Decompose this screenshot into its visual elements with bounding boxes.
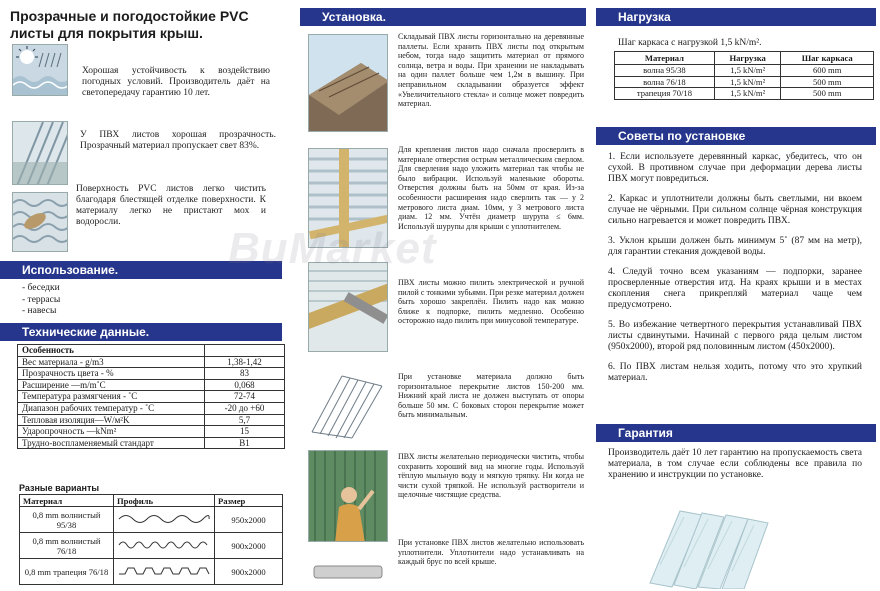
usage-list <box>22 283 60 318</box>
cleaning-worker-image <box>308 450 388 542</box>
table-header-row <box>615 52 874 65</box>
overlap-text: При установке материала должно быть горизонтальное перекрытие листов 150-200 мм. Нижний край листа не должен выступать от опоры больше 50 мм. С боковых сторон перекрытие может быть минимальным. <box>398 372 584 420</box>
table-cell: Ударопрочность —kNm² <box>18 426 205 438</box>
tip-item: 3. Уклон крыши должен быть минимум 5˚ (87 мм на метр), для гарантии стекания дождевой воды. <box>608 236 862 257</box>
table-cell: 0,8 mm волнистый 95/38 <box>20 507 114 533</box>
trapezoid-profile-icon <box>114 559 215 585</box>
sealant-text: При установке ПВХ листов желательно использовать уплотнители. Уплотнители надо устанавливать на каждый брус по всей крыше. <box>398 538 584 567</box>
cleaning-image <box>12 192 68 252</box>
warranty-header: Гарантия <box>596 424 876 442</box>
table-cell: Прозрачность цвета - % <box>18 368 205 380</box>
cutting-image <box>308 262 388 352</box>
table-cell: 0,068 <box>205 379 285 391</box>
table-cell: 1,38-1,42 <box>205 356 285 368</box>
table-cell: -20 до +60 <box>205 402 285 414</box>
tip-item: 6. По ПВХ листам нельзя ходить, потому что это хрупкий материал. <box>608 362 862 383</box>
table-row <box>20 507 283 533</box>
table-cell: B1 <box>205 437 285 449</box>
tech-data-header: Технические данные. <box>0 323 282 341</box>
table-cell: Вес материала - g/m3 <box>18 356 205 368</box>
table-cell: 950x2000 <box>215 507 283 533</box>
storage-text: Складывай ПВХ листы горизонтально на деревянные паллеты. Если хранить ПВХ листы под открытым небом, тогда надо защитить материал от прямого солнца, ветра и воды. При хранении не накладывать на один паллет больше чем 1,2м в вышину. При неправильном складывании образуется эффект «Увеличительного стекла» и солнце может повредить материал. <box>398 32 584 109</box>
table-row <box>20 559 283 585</box>
table-cell: 500 mm <box>781 76 874 88</box>
table-header-row <box>18 345 285 357</box>
tip-item: 1. Если используете деревянный каркас, убедитесь, что он сухой. В противном случае при деформации дерева листы ПВХ могут повредиться. <box>608 152 862 184</box>
maintenance-text: ПВХ листы желательно периодически чистить, чтобы сохранить хороший вид на многие годы. Используй тёплую мыльную воду и мягкую тряпку. Ни когда не чисти сухой тряпкой. Не используй растворители и щелочные чистящие средства. <box>398 452 584 500</box>
page-title: Прозрачные и погодостойкие PVC листы для покрытия крыш. <box>10 8 249 41</box>
table-header-cell: Профиль <box>114 495 215 507</box>
wave-profile-icon <box>114 533 215 559</box>
table-row <box>18 402 285 414</box>
usage-item: - навесы <box>22 306 57 316</box>
table-cell: Трудно-воспламеняемый стандарт <box>18 437 205 449</box>
table-header-cell: Материал <box>20 495 114 507</box>
table-header-cell: Шаг каркаса <box>781 52 874 65</box>
sheets-product-image <box>640 505 774 589</box>
table-row <box>615 76 874 88</box>
table-cell: 1,5 kN/m² <box>714 65 781 77</box>
table-cell: 1,5 kN/m² <box>714 88 781 100</box>
tips-header: Советы по установке <box>596 127 876 145</box>
load-table <box>614 51 874 100</box>
overlap-image <box>308 372 388 440</box>
table-row <box>20 533 283 559</box>
load-header: Нагрузка <box>596 8 876 26</box>
usage-item: - терраcы <box>22 294 61 305</box>
table-cell: 0,8 mm волнистый 76/18 <box>20 533 114 559</box>
usage-header: Использование. <box>0 261 282 279</box>
table-cell: 83 <box>205 368 285 380</box>
table-row <box>18 426 285 438</box>
tip-item: 5. Во избежание четвертного перекрытия устанавливай ПВХ листы сдвинутыми. Начинай с первого ряда целым листом (950x2000), второй ряд половинным листом (450x2000). <box>608 320 862 352</box>
table-cell: волна 95/38 <box>615 65 715 77</box>
middle-column <box>300 0 588 591</box>
table-cell: Тепловая изоляция—W/м²K <box>18 414 205 426</box>
table-header-cell: Нагрузка <box>714 52 781 65</box>
table-cell: 500 mm <box>781 88 874 100</box>
wave-profile-icon <box>114 507 215 533</box>
table-cell: 600 mm <box>781 65 874 77</box>
variants-table <box>19 494 283 585</box>
table-cell: 900x2000 <box>215 559 283 585</box>
table-cell: 15 <box>205 426 285 438</box>
sealant-image <box>308 556 388 586</box>
warranty-text: Производитель даёт 10 лет гарантию на пропускаемость света материала, в том случае если соблюдены все правила по хранению и инструкции по установке. <box>608 448 862 480</box>
tech-data-table <box>17 344 285 449</box>
table-cell: 5,7 <box>205 414 285 426</box>
tips-list <box>608 152 862 393</box>
cutting-text: ПВХ листы можно пилить электрической и ручной пилой с тонкими зубьями. При резке материал должен быть хорошо закреплён. Пилить надо как можно ближе к подпорке, пилить медленно. Особенно осторожно надо пилить при минусовой температуре. <box>398 278 584 326</box>
transparency-image <box>12 121 68 185</box>
table-cell: Температура размягчения - ˚C <box>18 391 205 403</box>
table-cell: 1,5 kN/m² <box>714 76 781 88</box>
tip-item: 4. Следуй точно всем указаниям — подпорки, заранее просверленные отверстия итд. На краях крыши и в местах скопления снега прикрепляй материал чаще чем предусмотрено. <box>608 267 862 310</box>
table-row <box>18 437 285 449</box>
table-cell: 0,8 mm трапеция 76/18 <box>20 559 114 585</box>
weather-text: Хорошая устойчивость к воздействию погодных условий. Производитель даёт на светопередачу гарантию 10 лет. <box>82 66 270 98</box>
load-description: Шаг каркаса с нагрузкой 1,5 kN/m². <box>618 38 762 48</box>
table-row <box>18 391 285 403</box>
table-cell: 72-74 <box>205 391 285 403</box>
table-row <box>18 414 285 426</box>
installation-header: Установка. <box>300 8 586 26</box>
table-row <box>18 379 285 391</box>
left-column <box>0 0 290 591</box>
table-cell: Диапазон рабочих температур - ˚C <box>18 402 205 414</box>
table-row <box>615 88 874 100</box>
variants-title: Разные варианты <box>19 483 100 493</box>
table-cell: 900x2000 <box>215 533 283 559</box>
watermark-logo: BuMarket <box>228 224 437 273</box>
table-row <box>18 356 285 368</box>
transparency-text: У ПВХ листов хорошая прозрачность. Прозрачный материал пропускает свет 83%. <box>80 130 276 151</box>
table-header-cell: Особенность <box>18 345 205 357</box>
tip-item: 2. Каркас и уплотнители должны быть светлыми, ни вкоем случае не чёрными. При сильном солнце чёрная конструкция сильно нагревается и может повредить ПВХ. <box>608 194 862 226</box>
table-cell: трапеция 70/18 <box>615 88 715 100</box>
table-header-row <box>20 495 283 507</box>
table-row <box>615 65 874 77</box>
cleaning-text: Поверхность PVC листов легко чистить благодаря блестящей отделке поверхности. К материалу легко не пристают мох и водоросли. <box>76 184 266 227</box>
table-header-cell: Размер <box>215 495 283 507</box>
weather-resistance-image <box>12 44 68 96</box>
usage-item: - беседки <box>22 283 60 293</box>
table-row <box>18 368 285 380</box>
table-cell: Расширение —m/m˚C <box>18 379 205 391</box>
table-cell: волна 76/18 <box>615 76 715 88</box>
table-header-cell: Материал <box>615 52 715 65</box>
drilling-text: Для крепления листов надо сначала просверлить в материале отверстия острым металлическим сверлом. Для сверления надо уложить материал так чтобы не было вибрации. Используй маленькие обороты. Отверстия должны быть на 50мм от края. Из-за особенности расширения надо сверлить так — у 2 метрового листа диам. 10мм, у 3 метрового листа диам. 12 мм. Учтён диаметр шурупа ≤ 6мм. Используй шурупы для крыши с уплотнителем. <box>398 145 584 231</box>
storage-image <box>308 34 388 132</box>
